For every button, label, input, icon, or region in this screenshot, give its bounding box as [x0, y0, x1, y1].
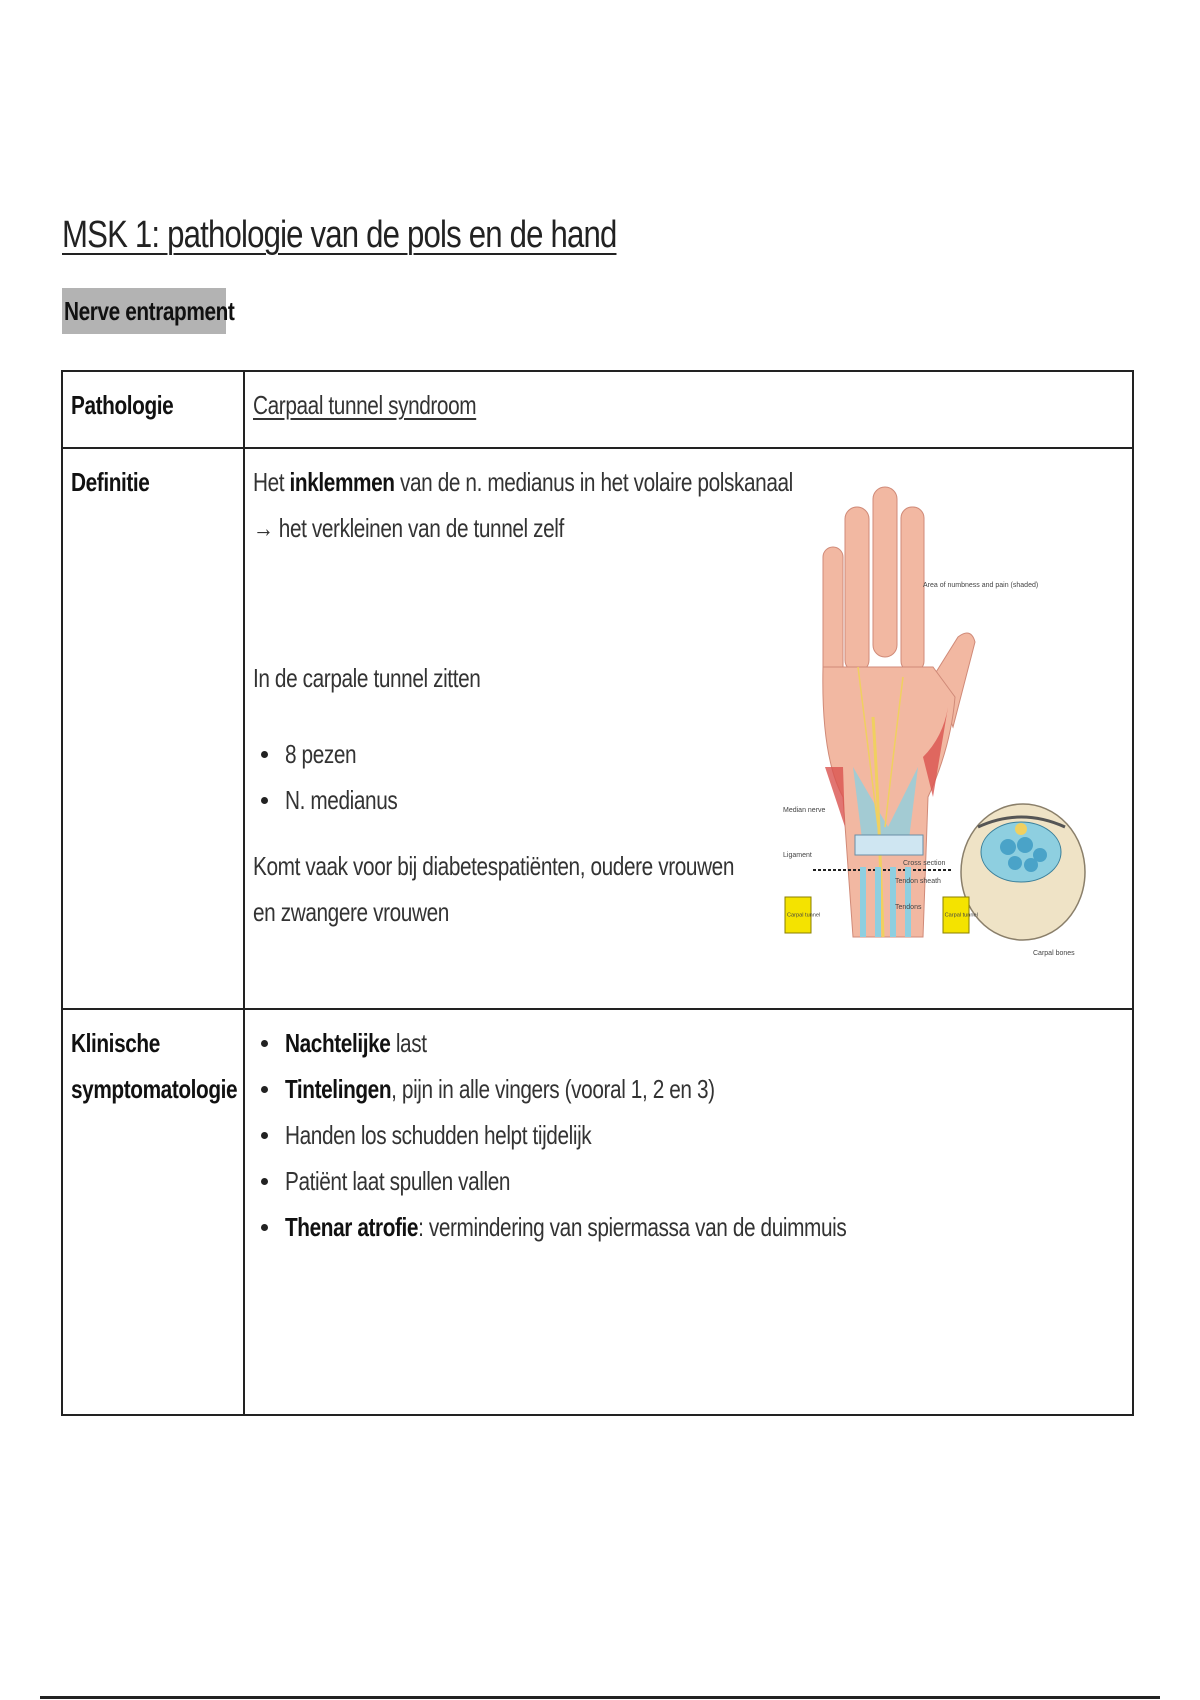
list-item: 8 pezen	[253, 731, 1124, 777]
definition-line-1: Het inklemmen van de n. medianus in het volaire polskanaal	[253, 467, 793, 497]
table-row	[62, 371, 1133, 448]
table-cell-label	[62, 1009, 244, 1415]
row-label-pathologie: Pathologie	[71, 390, 174, 420]
list-item: N. medianus	[253, 777, 1124, 823]
table-cell-label	[62, 371, 244, 448]
risk-groups-note: Komt vaak voor bij diabetespatiënten, oudere vrouwen en zwangere vrouwen	[253, 851, 735, 927]
figure-label-carpal-bones: Carpal bones	[1033, 950, 1075, 957]
list-item: Tintelingen, pijn in alle vingers (vooral 1, 2 en 3)	[253, 1066, 1124, 1112]
figure-label-ligament: Ligament	[783, 852, 812, 859]
section-badge-label: Nerve entrapment	[64, 295, 235, 326]
pathology-table	[61, 370, 1134, 1416]
list-item: Nachtelijke last	[253, 1020, 1124, 1066]
figure-label-tendon-sheath: Tendon sheath	[895, 878, 941, 885]
list-item: Thenar atrofie: vermindering van spiermassa van de duimmuis	[253, 1204, 1124, 1250]
section-badge	[62, 288, 235, 334]
definition-line-2: → het verkleinen van de tunnel zelf	[253, 513, 564, 543]
list-item: Patiënt laat spullen vallen	[253, 1158, 1124, 1204]
tunnel-contents-intro: In de carpale tunnel zitten	[253, 663, 481, 693]
row-label-definitie: Definitie	[71, 467, 150, 497]
cross-section-diagram	[961, 804, 1085, 940]
figure-label-carpal-tunnel-left: Carpal tunnel	[787, 912, 821, 919]
table-cell-value	[244, 1009, 1133, 1415]
table-row	[62, 1009, 1133, 1415]
hand-shape	[813, 487, 975, 937]
figure-label-median-nerve: Median nerve	[783, 807, 826, 814]
table-cell-value	[244, 371, 1133, 448]
carpal-tunnel-illustration	[783, 467, 1093, 987]
table-cell-value	[244, 448, 1133, 1009]
symptom-list	[253, 1020, 1124, 1250]
row-label-klinische-symptomatologie: Klinische symptomatologie	[71, 1028, 238, 1104]
figure-label-tendons: Tendons	[895, 904, 922, 911]
figure-label-cross-section: Cross section	[903, 860, 946, 867]
table-row	[62, 448, 1133, 1009]
figure-label-numbness: Area of numbness and pain (shaded)	[923, 582, 1039, 589]
hand-anatomy-svg	[783, 467, 1093, 987]
figure-label-carpal-tunnel-right: Carpal tunnel	[944, 912, 978, 919]
list-item: Handen los schudden helpt tijdelijk	[253, 1112, 1124, 1158]
page-title: MSK 1: pathologie van de pols en de hand	[62, 214, 617, 256]
footer-divider	[40, 1696, 1160, 1699]
pathology-link[interactable]: Carpaal tunnel syndroom	[253, 390, 477, 420]
table-cell-label	[62, 448, 244, 1009]
